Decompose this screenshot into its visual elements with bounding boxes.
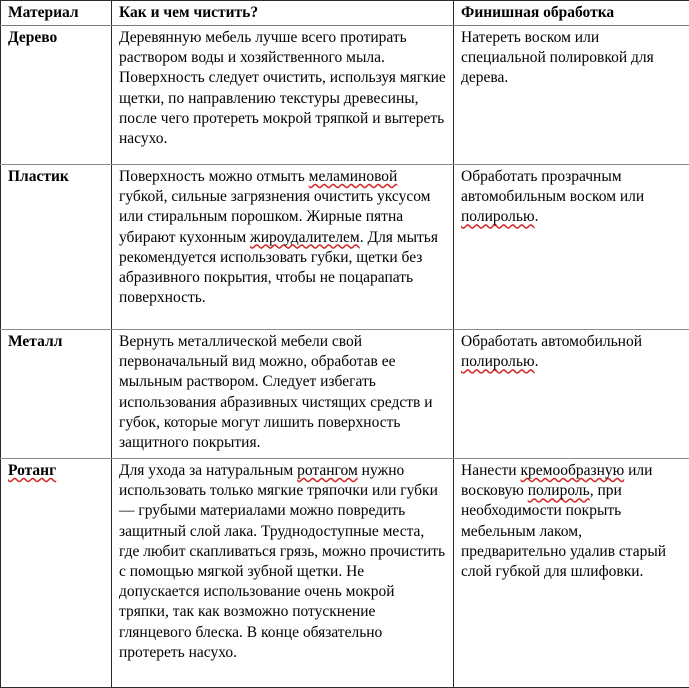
cell-how-to-clean bbox=[112, 330, 454, 459]
finishing-text: Обработать автомобильной полиролью. bbox=[461, 332, 683, 372]
finishing-text: Обработать прозрачным автомобильным воском или полиролью. bbox=[461, 167, 683, 228]
material-label: Дерево bbox=[8, 29, 57, 46]
how-to-clean-text: Поверхность можно отмыть меламиновой губкой, сильные загрязнения очистить уксусом или стиральным порошком. Жирные пятна убирают кухонным жироудалителем. Для мытья рекомендуется использовать губки, щетки без абразивного покрытия, чтобы не поцарапать поверхность. bbox=[119, 167, 447, 308]
cell-how-to-clean bbox=[112, 165, 454, 330]
cell-how-to-clean bbox=[112, 26, 454, 165]
table-row bbox=[1, 26, 689, 165]
table-header-row bbox=[1, 1, 689, 26]
material-label: Ротанг bbox=[8, 462, 56, 479]
cell-finishing bbox=[454, 330, 689, 459]
material-label: Металл bbox=[8, 333, 62, 350]
how-to-clean-text: Для ухода за натуральным ротангом нужно использовать только мягкие тряпочки или губки — грубыми материалами можно повредить защитный слой лака. Труднодоступные места, где любит скапливаться грязь, можно прочистить с помощью мягкой зубной щетки. Не допускается использование очень мокрой тряпки, так как возможно потускнение глянцевого блеска. В конце обязательно протереть насухо. bbox=[119, 461, 447, 663]
spellcheck-word: ротангом bbox=[297, 462, 358, 479]
spellcheck-word: полироль bbox=[528, 482, 590, 499]
table-header bbox=[1, 1, 689, 26]
cell-finishing bbox=[454, 459, 689, 688]
spellcheck-word: полиролью bbox=[461, 353, 535, 370]
cell-material bbox=[1, 165, 112, 330]
spellcheck-word: полиролью bbox=[461, 208, 535, 225]
finishing-text: Натереть воском или специальной полировкой для дерева. bbox=[461, 28, 683, 89]
table-body bbox=[1, 26, 689, 688]
column-header-how-to-clean: Как и чем чистить? bbox=[112, 1, 454, 26]
column-header-finishing: Финишная обработка bbox=[454, 1, 689, 26]
table-row bbox=[1, 330, 689, 459]
how-to-clean-text: Деревянную мебель лучше всего протирать раствором воды и хозяйственного мыла. Поверхность следует очистить, используя мягкие щетки, по направлению текстуры древесины, после чего протереть мокрой тряпкой и вытереть насухо. bbox=[119, 28, 447, 149]
spellcheck-word: меламиновой bbox=[309, 168, 398, 185]
cell-material bbox=[1, 26, 112, 165]
cell-finishing bbox=[454, 26, 689, 165]
spellcheck-word: жироудалителем bbox=[250, 229, 360, 246]
table-row bbox=[1, 165, 689, 330]
table-row bbox=[1, 459, 689, 688]
finishing-text: Нанести кремообразную или восковую полироль, при необходимости покрыть мебельным лаком, предварительно удалив старый слой губкой для шлифовки. bbox=[461, 461, 683, 582]
cell-how-to-clean bbox=[112, 459, 454, 688]
how-to-clean-text: Вернуть металлической мебели свой первоначальный вид можно, обработав ее мыльным раствором. Следует избегать использования абразивных чистящих средств и губок, которые могут лишить поверхность защитного покрытия. bbox=[119, 332, 447, 453]
cell-finishing bbox=[454, 165, 689, 330]
column-header-material: Материал bbox=[1, 1, 112, 26]
cell-material bbox=[1, 330, 112, 459]
material-label: Пластик bbox=[8, 168, 69, 185]
spellcheck-word: кремообразную bbox=[520, 462, 624, 479]
cell-material bbox=[1, 459, 112, 688]
